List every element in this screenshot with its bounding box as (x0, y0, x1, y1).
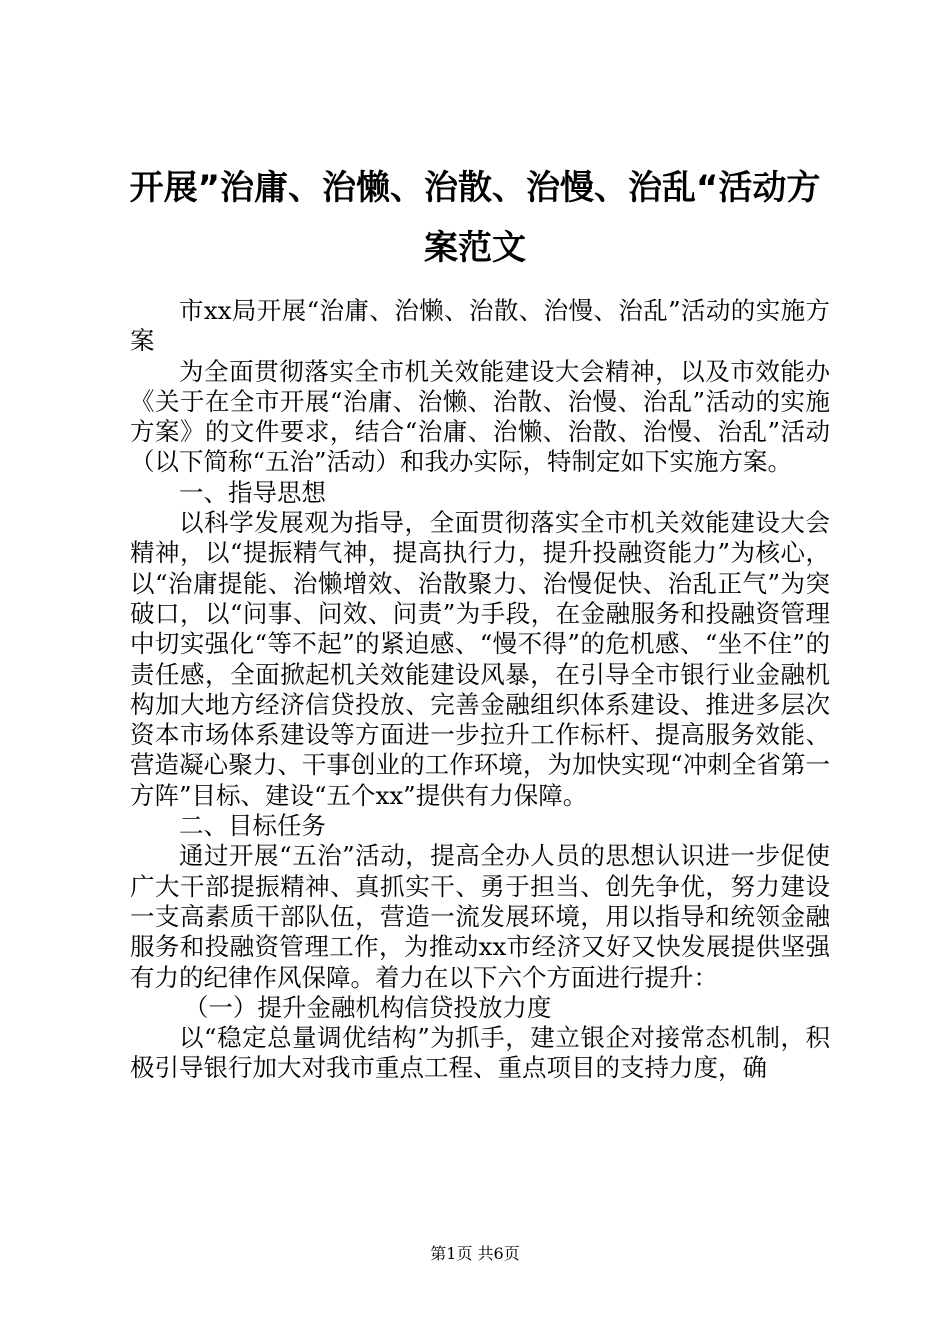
paragraph: 以科学发展观为指导，全面贯彻落实全市机关效能建设大会精神，以“提振精气神，提高执行力，提升投融资能力”为核心，以“治庸提能、治懒增效、治散聚力、治慢促快、治乱正气”为突破口，以“问事、问效、问责”为手段，在金融服务和投融资管理中切实强化“等不起”的紧迫感、“慢不得”的危机感、“坐不住”的责任感，全面掀起机关效能建设风暴，在引导全市银行业金融机构加大地方经济信贷投放、完善金融组织体系建设、推进多层次资本市场体系建设等方面进一步拉升工作标杆、提高服务效能、营造凝心聚力、干事创业的工作环境，为加快实现“冲刺全省第一方阵”目标、建设“五个xx”提供有力保障。 (130, 508, 830, 810)
paragraph: 以“稳定总量调优结构”为抓手，建立银企对接常态机制，积极引导银行加大对我市重点工程、重点项目的支持力度，确 (130, 1023, 830, 1083)
paragraph: 通过开展“五治”活动，提高全办人员的思想认识进一步促使广大干部提振精神、真抓实干、勇于担当、创先争优，努力建设一支高素质干部队伍，营造一流发展环境，用以指导和统领金融服务和投融资管理工作，为推动xx市经济又好又快发展提供坚强有力的纪律作风保障。着力在以下六个方面进行提升： (130, 841, 830, 992)
paragraph: 为全面贯彻落实全市机关效能建设大会精神，以及市效能办《关于在全市开展“治庸、治懒、治散、治慢、治乱”活动的实施方案》的文件要求，结合“治庸、治懒、治散、治慢、治乱”活动（以下简称“五治”活动）和我办实际，特制定如下实施方案。 (130, 356, 830, 477)
subsection-heading: （一）提升金融机构信贷投放力度 (183, 992, 552, 1022)
page-footer: 第1页 共6页 (430, 1244, 520, 1263)
section-heading: 一、指导思想 (179, 477, 326, 507)
section-heading: 二、目标任务 (179, 811, 326, 841)
document-body (130, 296, 830, 1084)
document-title: 开展”治庸、治懒、治散、治慢、治乱“活动方案范文 (129, 168, 821, 268)
paragraph: 市xx局开展“治庸、治懒、治散、治慢、治乱”活动的实施方案 (130, 296, 830, 356)
